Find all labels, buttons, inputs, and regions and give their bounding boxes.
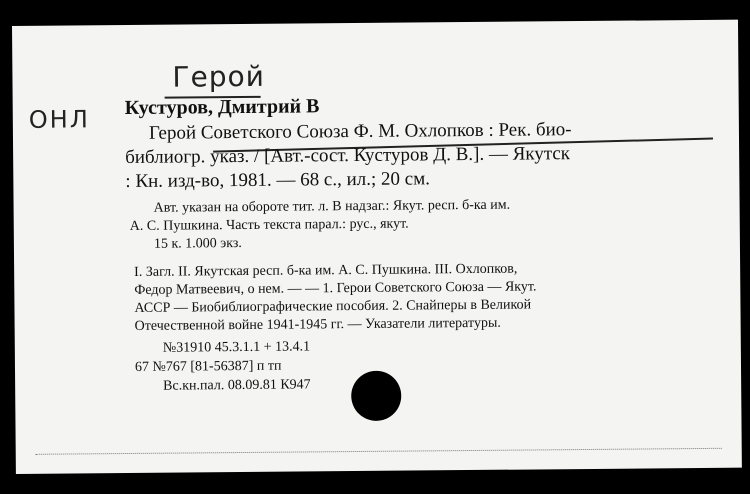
tracing-line: АССР — Биобиблиографические пособия. 2. Снайперы в Великой [134,297,532,316]
handwritten-subject: Герой [172,59,265,94]
tracing-line: Федор Матвеевич, о нем. — — 1. Герои Советского Союза — Якут. [134,279,537,298]
tracing-line: Отечественной войне 1941-1945 гг. — Указатели литературы. [134,315,501,334]
tracing-line: I. Загл. II. Якутская респ. б-ка им. А. С. Пушкина. III. Охлопков, [134,261,518,280]
title-line: библиогр. указ. / [Авт.-сост. Кустуров Д. В.]. — Якутск [125,143,571,169]
title-line: Герой Советского Союза Ф. М. Охлопков : Рек. био- [148,119,572,144]
handwritten-mark: ОНЛ [28,105,90,134]
classification-line: №31910 45.3.1.1 + 13.4.1 [162,339,311,356]
price-line: 15 к. 1.000 экз. [153,236,242,252]
entry-heading: Кустуров, Дмитрий В [124,95,320,120]
punch-hole [351,371,401,421]
chamber-line: Вс.кн.пал. 08.09.81 К947 [163,377,311,394]
catalog-card [12,20,742,474]
registry-line: 67 №767 [81-56387] п тп [134,358,282,375]
dotted-edge [36,448,722,455]
imprint-line: : Кн. изд-во, 1981. — 68 с., ил.; 20 см. [125,168,431,193]
note-line: Авт. указан на обороте тит. л. В надзаг.: Якут. респ. б-ка им. [153,197,511,216]
note-line: А. С. Пушкина. Часть текста парал.: рус., якут. [129,216,409,234]
